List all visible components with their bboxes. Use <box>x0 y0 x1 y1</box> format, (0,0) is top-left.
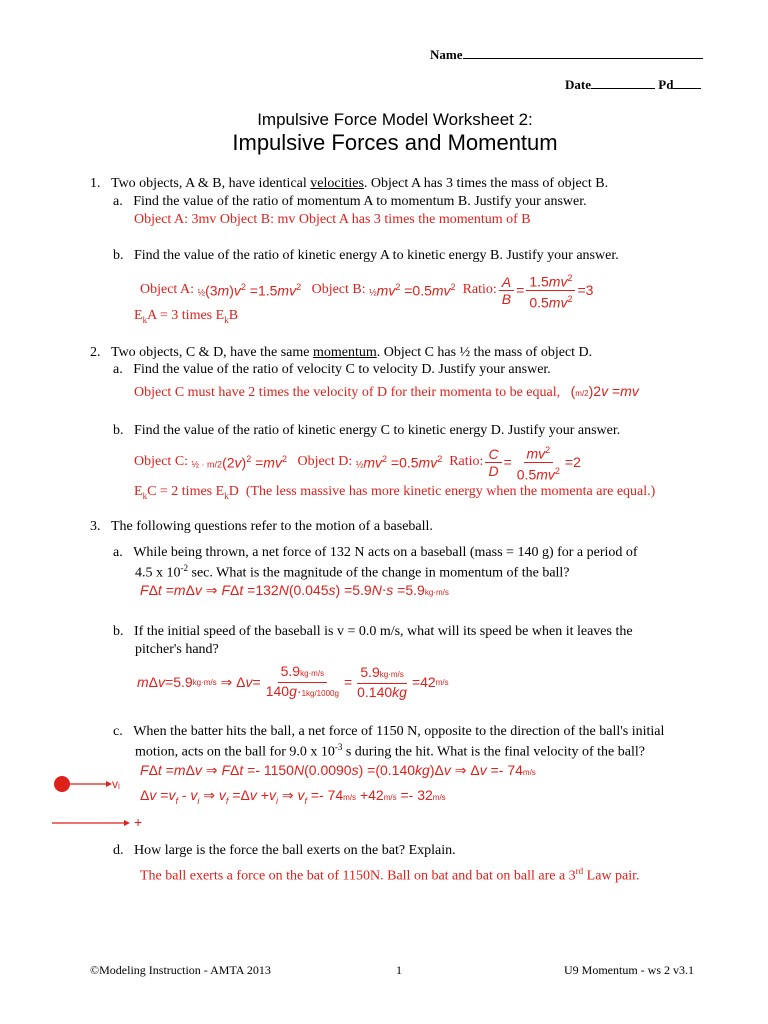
q1b-ratio-eq: $\frac{A}{B}$ = $\frac{1.5mv^2}{0.5mv^2}$ =3 <box>497 270 594 310</box>
q3a-answer: FΔt =mΔv ⇒ FΔt =132N(0.045s) =5.9N⋅s =5.9kg·m/s <box>140 582 449 598</box>
q3a-question-line2: 4.5 x $10^{-2}$ sec. What is the magnitude of the change in momentum of the ball? <box>135 563 570 581</box>
title-line1: Impulsive Force Model Worksheet 2: <box>257 110 533 129</box>
q1b-eq-b: $\frac{1}{2}mv^2 =0.5mv^2$ <box>369 281 456 299</box>
page-number: 1 <box>396 963 402 977</box>
q3c-answer-line1: FΔt =mΔv ⇒ FΔt =- 1150N(0.0090s) =(0.140kg)Δv ⇒ Δv =- 74m/s <box>140 762 536 778</box>
name-field <box>430 46 703 63</box>
footer-left: ©Modeling Instruction - AMTA 2013 <box>90 963 271 977</box>
q3d-question: d. How large is the force the ball exerts on the bat? Explain. <box>113 843 456 858</box>
q2a-question: a. Find the value of the ratio of velocity C to velocity D. Justify your answer. <box>113 362 551 377</box>
q1a-question: a. Find the value of the ratio of momentum A to momentum B. Justify your answer. <box>113 194 587 209</box>
q3-stem: 3. The following questions refer to the motion of a baseball. <box>90 519 433 534</box>
q3b-question-line2: pitcher's hand? <box>135 642 219 657</box>
q2-stem: 2. Two objects, C & D, have the same momentum. Object C has ½ the mass of object D. <box>90 345 593 360</box>
name-line <box>463 46 703 59</box>
q2b-ratio-eq: $\frac{C}{D}$ = $\frac{mv^2}{0.5mv^2}$ =2 <box>483 442 580 482</box>
q2a-eq: (m/2)2v =mv <box>570 383 639 399</box>
page-title: Impulsive Forces and Momentum <box>232 130 558 155</box>
q3c-question-line2: motion, acts on the ball for 9.0 x $10^{-3}$ s during the hit. What is the final velocity of the ball? <box>135 742 645 760</box>
q2b-answer: Object C: ½ · $m/2(2v)^2 =mv^2$ Object D: $\frac{1}{2}mv^2 =0.5mv^2$ Ratio: $\frac{C}{D}$ = $\frac{mv^2}{0.5mv^2}$ =2 <box>134 442 581 482</box>
plus-label: + <box>134 814 143 830</box>
q3b-answer: m Δ v =5.9 kg·m/s ⇒ Δ v = $\frac{5.9kg\cdot m/s}{140g\cdot 1kg/1000g}$ = $\frac{5.9kg\cdot m/s}{0.140kg}$ =42 m/s <box>137 662 449 700</box>
q1b-answer: Object A: $\frac{1}{2}(3m)v^2 =1.5mv^2$ Object B: $\frac{1}{2}mv^2 =0.5mv^2$ Ratio: $\frac{A}{B}$ = $\frac{1.5mv^2}{0.5mv^2}$ =3 <box>140 270 593 310</box>
name-label: Name <box>430 47 463 62</box>
q2b-question: b. Find the value of the ratio of kinetic energy C to kinetic energy D. Justify your answer. <box>113 423 621 438</box>
q2b-eq-c: ½ · $m/2(2v)^2 =mv^2$ <box>191 453 287 471</box>
q3d-answer: The ball exerts a force on the bat of 1150N. Ball on bat and bat on ball are a 3rd Law pair. <box>140 866 640 884</box>
q1b-question: b. Find the value of the ratio of kinetic energy A to kinetic energy B. Justify your answer. <box>113 248 619 263</box>
date-label: Date <box>565 77 591 92</box>
q2a-answer: Object C must have 2 times the velocity of D for their momenta to be equal, (m/2)2v =mv <box>134 383 639 400</box>
q3c-answer-line2: $\Delta v =v_f - v_i$ ⇒ $v_f =\Delta v +v_i$ ⇒ $v_f =- 74m/s +42m/s =- 32m/s$ <box>140 787 446 806</box>
q3c-question-line1: c. When the batter hits the ball, a net force of 1150 N, opposite to the direction of the ball's initial <box>113 724 665 739</box>
q2b-eq-d: $\frac{1}{2}mv^2 =0.5mv^2$ <box>355 453 443 471</box>
date-field <box>565 76 701 93</box>
footer-right: U9 Momentum - ws 2 v3.1 <box>564 963 694 977</box>
q1b-eq-a: $\frac{1}{2}(3m)v^2 =1.5mv^2$ <box>197 281 302 299</box>
pd-label: Pd <box>658 77 674 92</box>
vi-label: vᵢ <box>112 777 120 791</box>
q3a-question-line1: a. While being thrown, a net force of 132 N acts on a baseball (mass = 140 g) for a period of <box>113 545 638 560</box>
q1b-conclusion: $E_kA = 3$ times $E_kB$ <box>134 308 239 325</box>
q1-stem: 1. Two objects, A & B, have identical velocities. Object A has 3 times the mass of object B. <box>90 176 609 191</box>
q3b-question-line1: b. If the initial speed of the baseball is v = 0.0 m/s, what will its speed be when it leaves the <box>113 624 633 639</box>
baseball-icon <box>54 776 70 792</box>
q1a-answer: Object A: 3mv Object B: mv Object A has 3 times the momentum of B <box>134 212 531 227</box>
q2b-conclusion: $E_kC = 2$ times $E_kD$ (The less massive has more kinetic energy when the momenta are equal.) <box>134 484 656 501</box>
